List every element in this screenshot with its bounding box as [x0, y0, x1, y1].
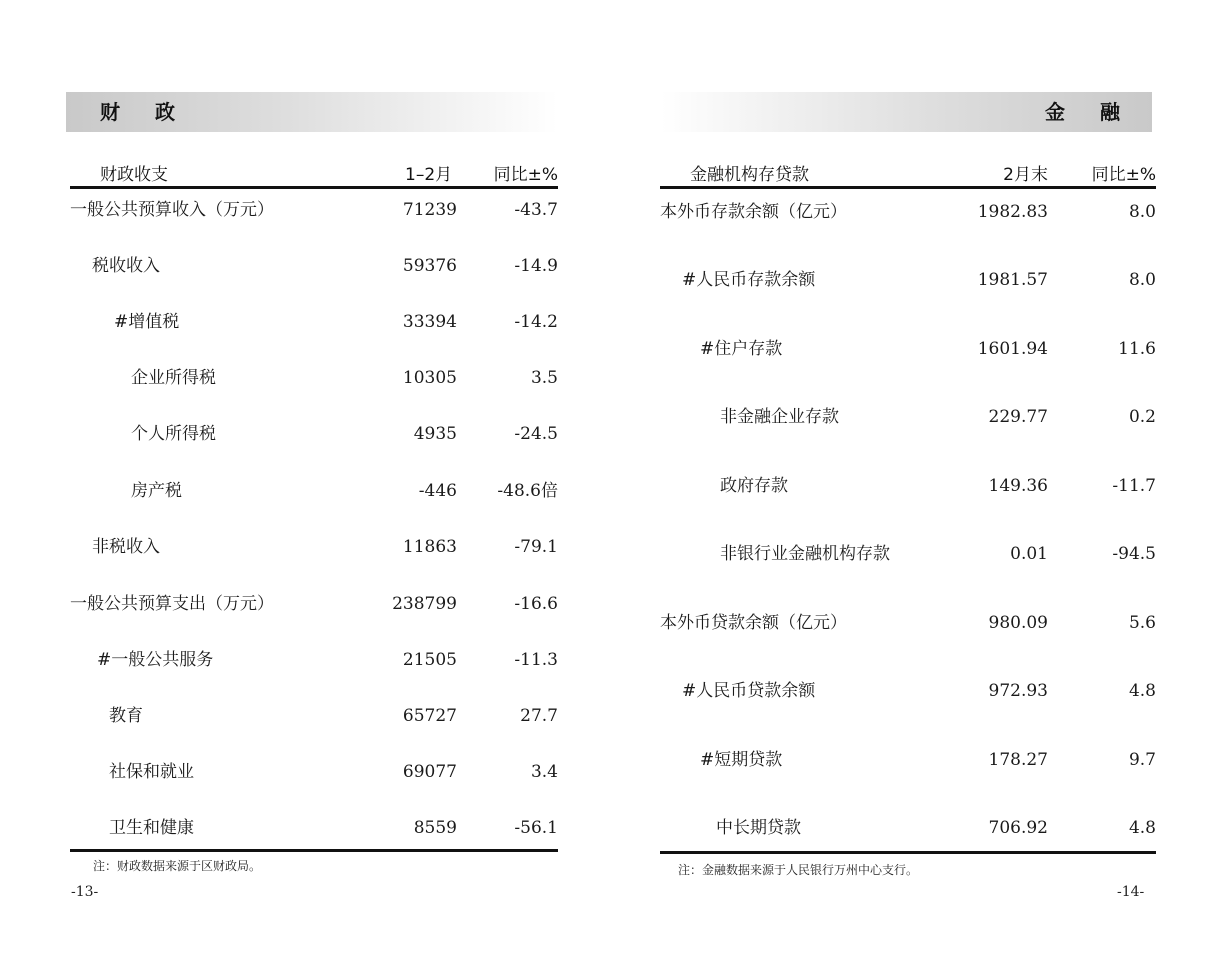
table-row [70, 481, 558, 501]
fiscal-header-period: 1–2月 [405, 165, 453, 185]
row-yoy: 0.2 [1128, 407, 1156, 427]
row-value: 980.09 [988, 613, 1048, 633]
row-yoy: -48.6倍 [497, 481, 558, 501]
row-label: #人民币贷款余额 [682, 681, 816, 701]
row-value: 21505 [402, 650, 457, 670]
table-row [660, 544, 1156, 564]
row-label: 中长期贷款 [716, 818, 801, 838]
row-yoy: 3.5 [530, 368, 558, 388]
table-row [70, 424, 558, 444]
table-row [660, 613, 1156, 633]
table-bottom-rule [70, 849, 558, 852]
row-value: 229.77 [988, 407, 1048, 427]
row-value: 1982.83 [977, 202, 1048, 222]
row-label: 企业所得税 [131, 368, 216, 388]
fiscal-header-yoy: 同比±% [493, 165, 558, 185]
row-yoy: -56.1 [514, 818, 558, 838]
row-value: 706.92 [988, 818, 1048, 838]
row-yoy: -79.1 [514, 537, 558, 557]
table-row [70, 818, 558, 838]
finance-header-yoy: 同比±% [1091, 165, 1156, 185]
row-label: 非银行业金融机构存款 [720, 544, 890, 564]
row-label: 社保和就业 [109, 762, 194, 782]
row-label: 非税收入 [92, 537, 160, 557]
row-yoy: 4.8 [1128, 818, 1156, 838]
row-label: 本外币贷款余额（亿元） [660, 613, 847, 633]
row-value: 149.36 [988, 476, 1048, 496]
table-row [660, 476, 1156, 496]
row-label: #增值税 [114, 312, 180, 332]
row-yoy: -14.2 [514, 312, 558, 332]
table-row [660, 339, 1156, 359]
row-label: #一般公共服务 [97, 650, 214, 670]
table-row [660, 681, 1156, 701]
table-row [70, 762, 558, 782]
row-value: 1981.57 [977, 270, 1048, 290]
row-label: 非金融企业存款 [720, 407, 839, 427]
row-label: #短期贷款 [700, 750, 783, 770]
row-value: 59376 [402, 256, 457, 276]
table-row [70, 594, 558, 614]
row-value: 972.93 [988, 681, 1048, 701]
row-value: 1601.94 [977, 339, 1048, 359]
row-yoy: 4.8 [1128, 681, 1156, 701]
row-value: 4935 [413, 424, 457, 444]
row-yoy: -11.7 [1112, 476, 1156, 496]
table-row [70, 368, 558, 388]
finance-header-item: 金融机构存贷款 [690, 165, 809, 185]
row-yoy: 8.0 [1128, 270, 1156, 290]
row-yoy: 27.7 [520, 706, 558, 726]
table-row [660, 750, 1156, 770]
table-row [70, 256, 558, 276]
table-row [70, 537, 558, 557]
row-value: 65727 [402, 706, 457, 726]
table-row [660, 202, 1156, 222]
table-row [660, 407, 1156, 427]
row-yoy: 9.7 [1128, 750, 1156, 770]
row-yoy: -16.6 [514, 594, 558, 614]
table-row [70, 706, 558, 726]
row-value: 0.01 [1010, 544, 1048, 564]
row-yoy: -11.3 [514, 650, 558, 670]
row-yoy: -14.9 [514, 256, 558, 276]
row-label: 卫生和健康 [109, 818, 194, 838]
row-label: 政府存款 [720, 476, 788, 496]
page-finance [609, 0, 1218, 977]
row-label: 本外币存款余额（亿元） [660, 202, 847, 222]
row-yoy: -43.7 [514, 200, 558, 220]
row-yoy: 11.6 [1118, 339, 1156, 359]
table-bottom-rule [660, 851, 1156, 854]
section-banner-finance: 金 融 [661, 92, 1152, 132]
page-number: -13- [71, 884, 99, 900]
finance-header-period: 2月末 [1003, 165, 1048, 185]
source-note: 注：金融数据来源于人民银行万州中心支行。 [678, 863, 919, 877]
finance-table-header [660, 160, 1156, 189]
row-value: 10305 [402, 368, 457, 388]
section-banner-fiscal: 财 政 [66, 92, 558, 132]
row-label: 一般公共预算支出（万元） [70, 594, 274, 614]
row-label: #住户存款 [700, 339, 783, 359]
row-yoy: -24.5 [514, 424, 558, 444]
row-label: 一般公共预算收入（万元） [70, 200, 274, 220]
row-value: 69077 [402, 762, 457, 782]
row-label: 教育 [109, 706, 143, 726]
row-value: -446 [418, 481, 457, 501]
row-value: 11863 [402, 537, 457, 557]
row-yoy: 3.4 [530, 762, 558, 782]
row-value: 71239 [402, 200, 457, 220]
row-yoy: 8.0 [1128, 202, 1156, 222]
table-row [660, 270, 1156, 290]
row-value: 178.27 [988, 750, 1048, 770]
row-value: 238799 [392, 594, 457, 614]
row-label: 个人所得税 [131, 424, 216, 444]
table-row [660, 818, 1156, 838]
row-value: 8559 [413, 818, 457, 838]
table-row [70, 650, 558, 670]
source-note: 注：财政数据来源于区财政局。 [93, 859, 262, 873]
page-number: -14- [1117, 884, 1145, 900]
row-label: 税收收入 [92, 256, 160, 276]
fiscal-table-header [70, 160, 558, 189]
fiscal-header-item: 财政收支 [100, 165, 168, 185]
row-value: 33394 [402, 312, 457, 332]
row-label: #人民币存款余额 [682, 270, 816, 290]
row-yoy: 5.6 [1128, 613, 1156, 633]
row-label: 房产税 [131, 481, 182, 501]
row-yoy: -94.5 [1112, 544, 1156, 564]
table-row [70, 200, 558, 220]
table-row [70, 312, 558, 332]
